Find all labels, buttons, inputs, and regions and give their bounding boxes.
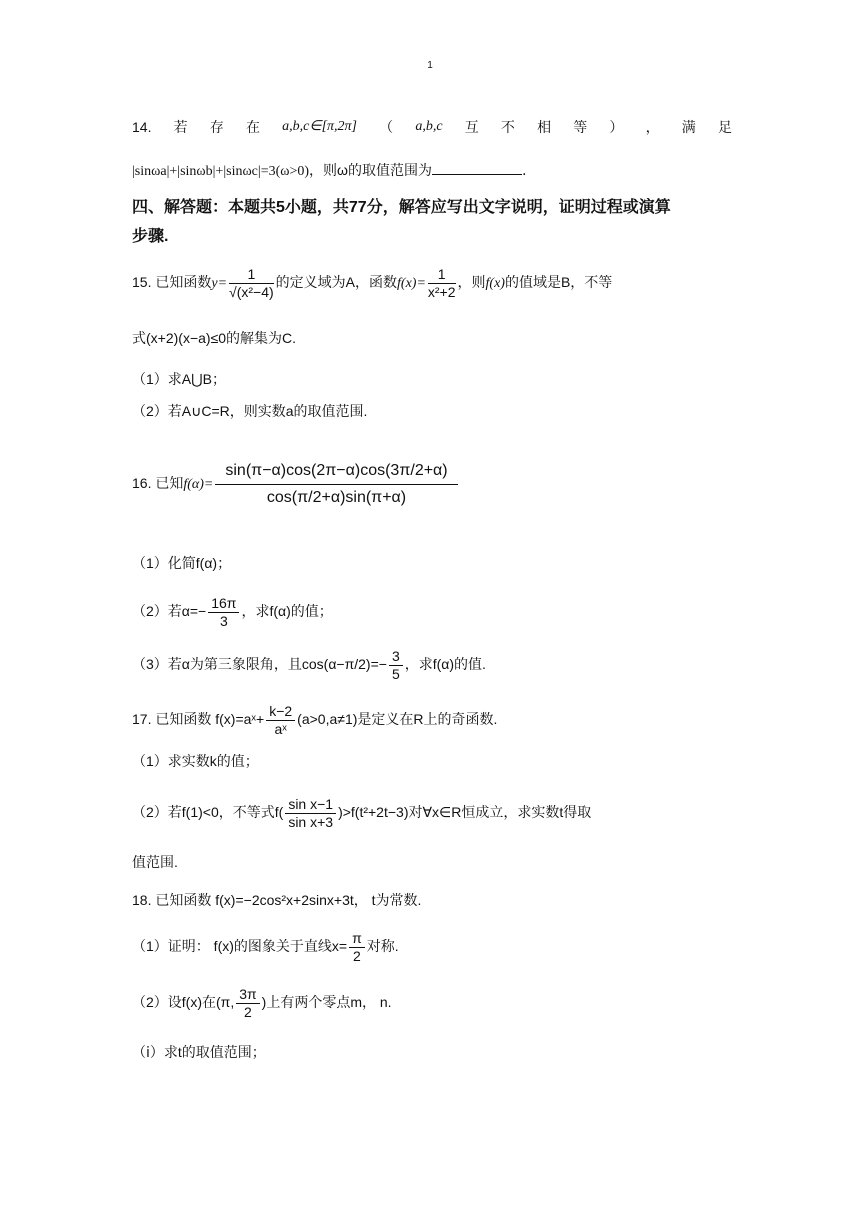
q14-number: 14. (132, 119, 152, 135)
q15-frac2-den: x²+2 (427, 283, 456, 300)
q14-word-3: 在 (245, 119, 260, 135)
q18-subquestion-2-i: （ⅰ）求t的取值范围； (132, 1044, 266, 1060)
q15-subquestion-2: （2）若A∪C=R，则实数a的取值范围. (132, 403, 368, 419)
q14-note-6: ） (609, 119, 624, 135)
q16-s3-text-a: （3）若α为第三象限角，且cos(α−π/2)=− (132, 656, 387, 672)
q15-text-4: 的值域是B，不等 (504, 274, 613, 290)
q14-line1 (132, 117, 732, 137)
q15-fraction-1 (229, 266, 274, 301)
q18-s2-fraction (236, 986, 259, 1021)
q15-f-eq: f(x)= (397, 276, 426, 291)
q15-line2: 式(x+2)(x−a)≤0的解集为C. (132, 330, 297, 346)
q16-denominator: cos(π/2+α)sin(π+α) (266, 488, 407, 506)
q17-number: 17. (132, 711, 152, 727)
q17-text-1: 已知函数 f(x)=aˣ+ (155, 711, 265, 727)
q17-text-2: (a>0,a≠1)是定义在R上的奇函数. (297, 711, 498, 727)
q18-s2-text-a: （2）设f(x)在(π, (132, 994, 235, 1010)
q18-s1-text-a: （1）证明： f(x)的图象关于直线x= (132, 938, 348, 954)
q17-fraction (266, 703, 295, 738)
q14-note-0: （ (379, 119, 394, 135)
q14-note-7: ， (645, 119, 660, 135)
q15-number: 15. (132, 274, 152, 290)
q15-line1 (132, 262, 732, 304)
q15-frac2-num: 1 (428, 266, 456, 284)
q15-text-1: 已知函数 (155, 274, 212, 290)
q18-s1-fraction (349, 930, 365, 965)
q14-note-4: 相 (537, 119, 552, 135)
q14-word-1: 若 (173, 119, 188, 135)
q14-word-2: 存 (209, 119, 224, 135)
q18-text-1: 已知函数 f(x)=−2cos²x+2sinx+3t， t为常数. (155, 892, 422, 908)
q16-s3-fraction (389, 648, 403, 683)
q17-s2-fraction (285, 796, 336, 831)
q18-s2-text-b: )上有两个零点m， n. (261, 994, 392, 1010)
q15-text-2: 的定义域为A，函数 (275, 274, 398, 290)
q16-s3-frac-num: 3 (389, 648, 403, 666)
q18-s2-frac-num: 3π (236, 986, 259, 1004)
q16-s2-frac-num: 16π (208, 595, 239, 613)
q14-note-5: 等 (573, 119, 588, 135)
q16-subquestion-3 (132, 645, 732, 683)
q14-tail: ，则ω的取值范围为 (309, 162, 432, 178)
q14-note-9: 足 (717, 119, 732, 135)
q15-frac1-num: 1 (229, 266, 274, 284)
q17-subquestion-1: （1）求实数k的值； (132, 753, 259, 769)
q17-s2-text-b: )>f(t²+2t−3)对∀x∈R恒成立，求实数t得取 (338, 804, 592, 820)
q18-number: 18. (132, 892, 152, 908)
q14-end: . (521, 163, 527, 179)
section-heading-line2: 步骤. (132, 228, 169, 245)
q18-subquestion-2 (132, 982, 732, 1022)
q16-text-1: 已知 (155, 475, 184, 491)
q17-s2-frac-num: sin x−1 (285, 796, 336, 814)
q18-s2-frac-den: 2 (244, 1003, 252, 1020)
q16-s3-frac-den: 5 (391, 665, 400, 682)
q17-line1 (132, 700, 732, 738)
answer-blank[interactable] (432, 160, 522, 175)
q17-s2-frac-den: sin x+3 (288, 813, 334, 830)
q16-numerator: sin(π−α)cos(2π−α)cos(3π/2+α) (215, 458, 457, 485)
q16-s2-frac-den: 3 (219, 612, 228, 629)
q15-subquestion-1: （1）求A⋃B； (132, 371, 226, 387)
section-heading-line1: 四、解答题：本题共5小题，共77分，解答应写出文字说明，证明过程或演算 (132, 199, 671, 216)
q15-y-eq: y= (211, 276, 228, 291)
q15-fx: f(x) (485, 276, 505, 291)
q16-s2-fraction (208, 595, 239, 630)
q16-s2-text-b: ，求f(α)的值； (241, 603, 333, 619)
q16-f-eq: f(α)= (183, 477, 214, 492)
q15-text-3: ，则 (457, 274, 486, 290)
q18-s1-frac-den: 2 (353, 947, 361, 964)
q17-frac-den: aˣ (274, 720, 287, 737)
q18-s1-frac-num: π (349, 930, 365, 948)
q17-subquestion-2-cont: 值范围. (132, 854, 178, 870)
q18-s1-text-b: 对称. (366, 938, 399, 954)
page-number: 1 (427, 60, 433, 71)
q14-condition: a,b,c∈[π,2π] (282, 119, 357, 134)
q18-line1 (132, 890, 732, 910)
q17-subquestion-2 (132, 790, 732, 834)
q16-number: 16. (132, 475, 152, 491)
q14-note-3: 不 (500, 119, 515, 135)
q18-subquestion-1 (132, 926, 732, 966)
q14-note-8: 满 (681, 119, 696, 135)
q15-frac1-den: √(x²−4) (229, 283, 274, 300)
q16-line1 (132, 450, 732, 518)
q16-subquestion-2 (132, 592, 732, 630)
q14-note-2: 互 (464, 119, 479, 135)
q16-s3-text-b: ，求f(α)的值. (404, 656, 486, 672)
q16-subquestion-1: （1）化简f(α)； (132, 555, 232, 571)
q17-s2-text-a: （2）若f(1)<0，不等式f( (132, 804, 284, 820)
q16-fraction (215, 458, 457, 511)
q16-s2-text-a: （2）若α=− (132, 603, 207, 619)
q14-line2 (132, 160, 732, 182)
q15-fraction-2 (428, 266, 456, 301)
q14-note-1: a,b,c (415, 119, 443, 134)
q17-frac-num: k−2 (266, 703, 295, 721)
q14-equation: |sinωa|+|sinωb|+|sinωc|=3(ω>0) (132, 164, 310, 179)
